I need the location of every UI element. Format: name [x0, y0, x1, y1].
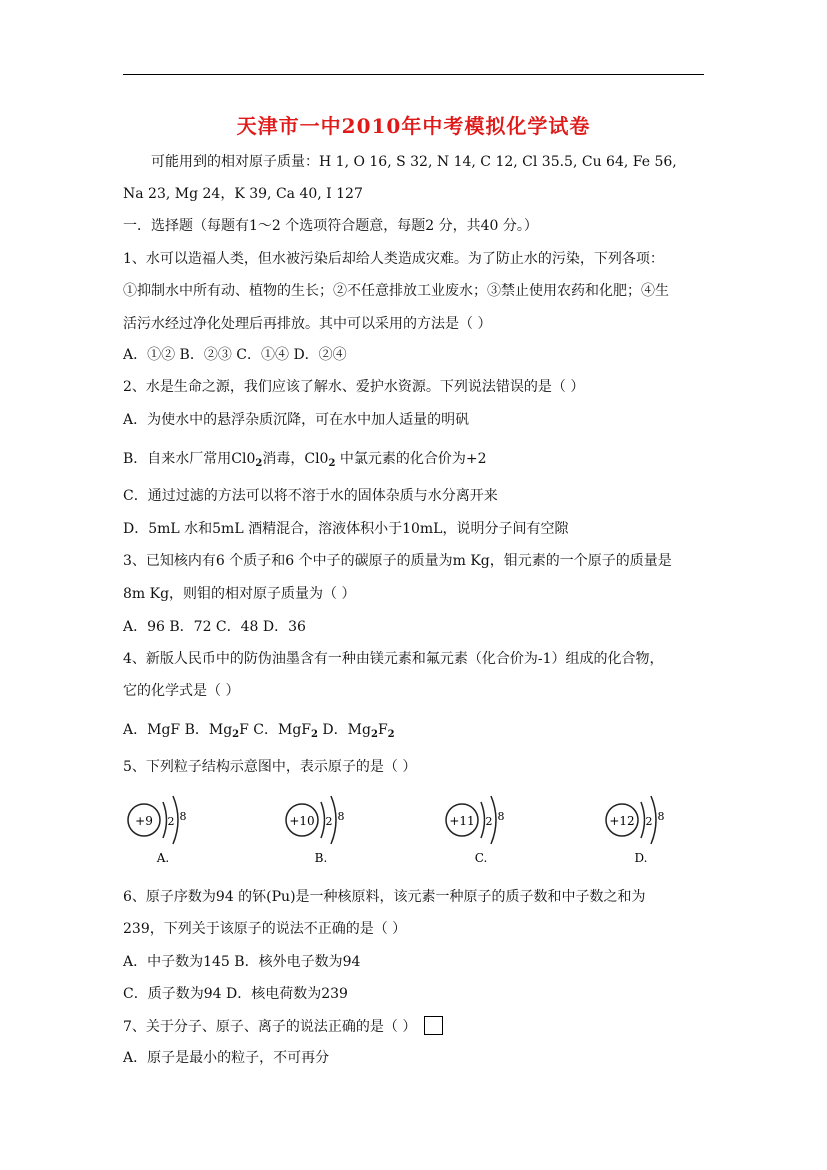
- header-rule: [123, 74, 704, 75]
- atom-diagrams: [123, 788, 683, 868]
- q2-option-c: C．通过过滤的方法可以将不溶于水的固体杂质与水分离开来: [123, 488, 498, 504]
- shell1-count: 2: [167, 815, 175, 828]
- atomic-masses-line2: Na 23, Mg 24，K 39, Ca 40, I 127: [123, 186, 363, 202]
- atom-diagram-a: [123, 788, 203, 868]
- q2-option-b: B．自来水厂常用$Cl0_2$消毒，$Cl0_2$ 中氯元素的化合价为+2: [123, 451, 487, 469]
- q1-line3: 活污水经过净化处理后再排放。其中可以采用的方法是（ ）: [123, 316, 492, 332]
- q6-line1: 6、原子序数为94 的钚(Pu)是一种核原料，该元素一种原子的质子数和中子数之和为: [123, 889, 646, 905]
- shell1-count: 2: [485, 815, 493, 828]
- answer-box: [424, 1016, 443, 1035]
- q7-option-a: A．原子是最小的粒子，不可再分: [123, 1050, 330, 1066]
- q5-stem: 5、下列粒子结构示意图中，表示原子的是（ ）: [123, 759, 417, 775]
- shell1-count: 2: [645, 815, 653, 828]
- q1-options: A．①② B．②③ C．①④ D．②④: [123, 347, 347, 363]
- q7-stem-line: [123, 1016, 443, 1037]
- q6-line2: 239，下列关于该原子的说法不正确的是（ ）: [123, 921, 407, 937]
- q2-option-a: A．为使水中的悬浮杂质沉降，可在水中加人适量的明矾: [123, 412, 470, 428]
- q1-line1: 1、水可以造福人类，但水被污染后却给人类造成灾难。为了防止水的污染，下列各项：: [123, 251, 664, 267]
- q6-options-ab: A．中子数为145 B．核外电子数为94: [123, 954, 361, 970]
- page-title: 天津市一中2010年中考模拟化学试卷: [236, 114, 591, 138]
- shell2-count: 8: [497, 810, 505, 823]
- q3-line1: 3、已知核内有6 个质子和6 个中子的碳原子的质量为m Kg，钼元素的一个原子的质量是: [123, 553, 672, 569]
- option-label: C.: [474, 851, 488, 865]
- q2-stem: 2、水是生命之源，我们应该了解水、爱护水资源。下列说法错误的是（ ）: [123, 379, 585, 395]
- shell2-count: 8: [337, 810, 345, 823]
- q4-line1: 4、新版人民币中的防伪油墨含有一种由镁元素和氟元素（化合价为-1）组成的化合物，: [123, 651, 664, 667]
- q6-options-cd: C．质子数为94 D．核电荷数为239: [123, 986, 348, 1002]
- option-label: D.: [634, 851, 648, 865]
- option-label: A.: [156, 851, 170, 865]
- section-heading: 一．选择题（每题有1～2 个选项符合题意，每题2 分，共40 分。）: [123, 218, 538, 234]
- nucleus-label: +12: [609, 814, 635, 828]
- atom-diagram-b: [281, 788, 361, 868]
- q3-line2: 8m Kg，则钼的相对原子质量为（ ）: [123, 586, 356, 602]
- shell2-count: 8: [179, 810, 187, 823]
- nucleus-label: +9: [135, 814, 153, 828]
- q1-line2: ①抑制水中所有动、植物的生长；②不任意排放工业废水；③禁止使用农药和化肥；④生: [123, 283, 669, 299]
- q7-stem: 7、关于分子、原子、离子的说法正确的是（ ）: [123, 1019, 417, 1035]
- option-label: B.: [314, 851, 328, 865]
- shell1-count: 2: [325, 815, 333, 828]
- q2-option-d: D．5mL 水和5mL 酒精混合，溶液体积小于10mL，说明分子间有空隙: [123, 521, 569, 537]
- nucleus-label: +11: [449, 814, 475, 828]
- atomic-masses-line1: 可能用到的相对原子质量：H 1, O 16, S 32, N 14, C 12, Cl 35.5, Cu 64, Fe 56,: [151, 154, 677, 170]
- q3-options: A．96 B．72 C．48 D．36: [123, 619, 306, 635]
- q4-line2: 它的化学式是（ ）: [123, 683, 240, 699]
- shell2-count: 8: [657, 810, 665, 823]
- atom-diagram-d: [601, 788, 681, 868]
- q4-options: A．MgF B．$Mg_2F$ C．MgF$_2$ D．$Mg_2F_2$: [123, 722, 395, 740]
- atom-diagram-c: [441, 788, 521, 868]
- nucleus-label: +10: [289, 814, 315, 828]
